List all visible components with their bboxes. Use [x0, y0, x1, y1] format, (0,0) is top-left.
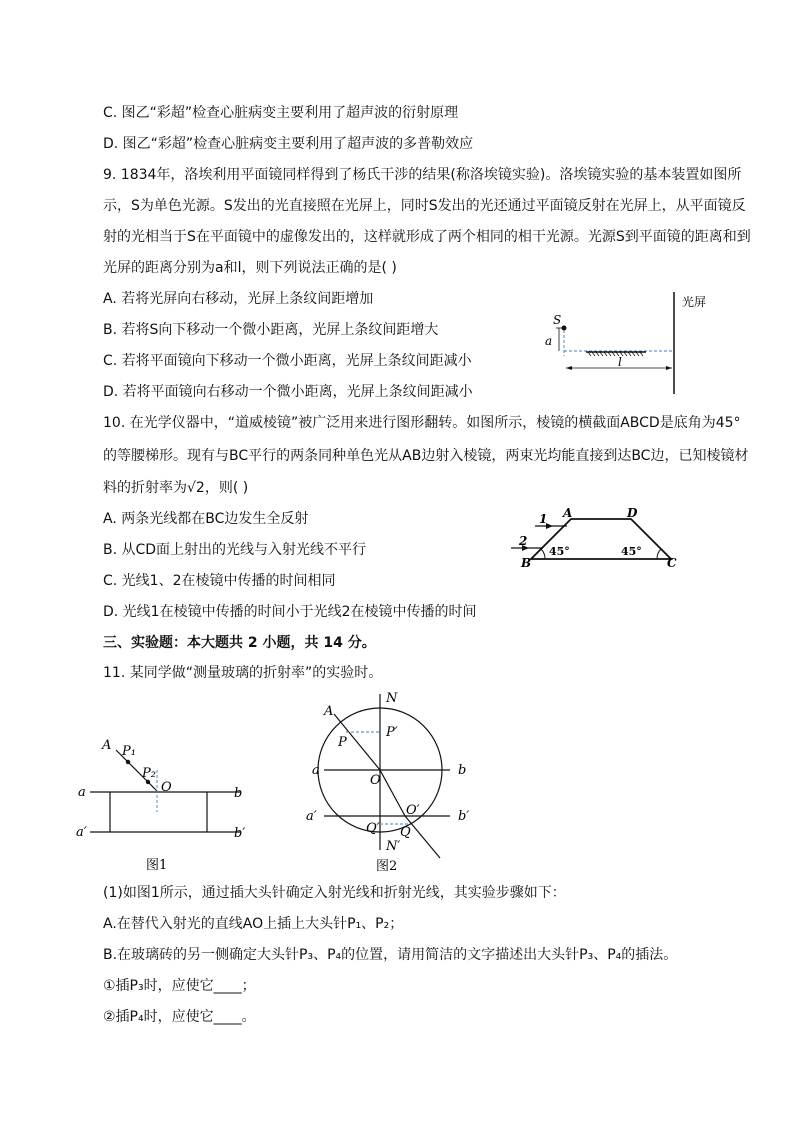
q10-option-b: B. 从CD面上射出的光线与入射光线不平行	[103, 542, 367, 558]
q10-stem-line-1: 10. 在光学仪器中，“道威棱镜”被广泛用来进行图形翻转。如图所示，棱镜的横截面ABCD是底角为45°	[103, 415, 741, 431]
q9-stem-line-2: 示，S为单色光源。S发出的光直接照在光屏上，同时S发出的光还通过平面镜反射在光屏上，从平面镜反	[103, 198, 746, 214]
l-dim-arrow-left	[566, 366, 572, 370]
fig1-label-a-point: A	[102, 738, 112, 753]
vertex-c-label: C	[667, 556, 677, 570]
fig2-label-a: a	[312, 763, 320, 778]
vertex-d-label: D	[627, 506, 638, 520]
fig2-label-p: P	[338, 735, 347, 750]
q9-stem-line-3: 射的光相当于S在平面镜中的虚像发出的，这样就形成了两个相同的相干光源。光源S到平面镜的距离和到	[103, 229, 751, 245]
q11-stem: 11. 某同学做“测量玻璃的折射率”的实验时。	[103, 665, 383, 681]
q9-stem-line-1: 9. 1834年，洛埃利用平面镜同样得到了杨氏干涉的结果(称洛埃镜实验)。洛埃镜实验的基本装置如图所	[103, 167, 742, 183]
fig1-label-p1: P₁	[122, 744, 136, 759]
q11-figure-1	[72, 735, 262, 875]
angle-c-label: 45°	[621, 545, 642, 558]
fig2-refracted-ray	[380, 770, 405, 816]
fig2-label-o: O	[370, 773, 381, 788]
fig1-label-o: O	[161, 780, 172, 795]
fig2-label-p-prime: P′	[386, 725, 398, 740]
q10-figure	[505, 505, 685, 570]
q11-figure-2	[300, 688, 500, 878]
fig2-label-o-prime: O′	[406, 803, 420, 818]
q9-option-c: C. 若将平面镜向下移动一个微小距离，光屏上条纹间距减小	[103, 353, 472, 369]
screen-label: 光屏	[682, 295, 707, 309]
fig2-label-a-point: A	[324, 704, 334, 719]
q11-part1: (1)如图1所示，通过插大头针确定入射光线和折射光线，其实验步骤如下：	[103, 885, 566, 901]
ray-1-label: 1	[539, 512, 548, 526]
fig2-label-n: N	[386, 691, 398, 706]
q9-option-a: A. 若将光屏向右移动，光屏上条纹间距增加	[103, 291, 374, 307]
fig1-label-b: b	[234, 786, 243, 801]
q10-option-c: C. 光线1、2在棱镜中传播的时间相同	[103, 573, 336, 589]
fig2-label-q-prime: Q′	[366, 821, 380, 836]
q8-option-d: D. 图乙“彩超”检查心脏病变主要利用了超声波的多普勒效应	[103, 136, 474, 152]
angle-c-arc	[657, 549, 661, 559]
q9-option-b: B. 若将S向下移动一个微小距离，光屏上条纹间距增大	[103, 322, 439, 338]
fig1-label-b-prime: b′	[234, 826, 246, 841]
q10-option-a: A. 两条光线都在BC边发生全反射	[103, 511, 309, 527]
fig1-label-a-prime: a′	[76, 825, 87, 840]
a-label: a	[545, 334, 553, 348]
q10-stem-line-3: 料的折射率为√2，则( )	[103, 480, 249, 496]
q11-step-b: B.在玻璃砖的另一侧确定大头针P₃、P₄的位置，请用简洁的文字描述出大头针P₃、P₄的插法。	[103, 947, 678, 963]
fig1-pin-p1	[126, 760, 130, 764]
q8-option-c: C. 图乙“彩超”检查心脏病变主要利用了超声波的衍射原理	[103, 105, 459, 121]
angle-b-arc	[541, 549, 545, 559]
ray-2-label: 2	[519, 534, 528, 548]
vertex-b-label: B	[521, 556, 532, 570]
q10-option-d: D. 光线1在棱镜中传播的时间小于光线2在棱镜中传播的时间	[103, 604, 477, 620]
angle-b-label: 45°	[549, 545, 570, 558]
fig2-label-n-prime: N′	[386, 839, 401, 854]
vertex-a-label: A	[563, 506, 573, 520]
q9-stem-line-4: 光屏的距离分别为a和l，则下列说法正确的是( )	[103, 260, 397, 276]
q11-step-a: A.在替代入射光的直线AO上插上大头针P₁、P₂；	[103, 916, 404, 932]
fig2-caption: 图2	[376, 859, 398, 874]
q11-blank-1: ①插P₃时，应使它____；	[103, 978, 256, 994]
fig1-caption: 图1	[146, 858, 168, 873]
l-label: l	[618, 355, 622, 369]
fig2-label-b-prime: b′	[458, 809, 470, 824]
q9-figure	[538, 288, 713, 398]
q9-option-d: D. 若将平面镜向右移动一个微小距离，光屏上条纹间距减小	[103, 384, 473, 400]
source-point	[562, 326, 567, 331]
l-dim-arrow-right	[666, 366, 672, 370]
source-label: S	[553, 313, 562, 327]
q11-blank-2: ②插P₄时，应使它____。	[103, 1009, 256, 1025]
fig1-label-p2: P₂	[142, 766, 156, 781]
q10-stem-line-2: 的等腰梯形。现有与BC平行的两条同种单色光从AB边射入棱镜，两束光均能直接到达BC边，已知棱镜材	[103, 448, 749, 464]
fig1-label-a: a	[78, 785, 86, 800]
fig2-label-q: Q	[400, 825, 411, 840]
fig2-label-a-prime: a′	[306, 809, 317, 824]
fig2-label-b: b	[458, 763, 467, 778]
section-3-header: 三、实验题：本大题共 2 小题，共 14 分。	[103, 635, 376, 651]
